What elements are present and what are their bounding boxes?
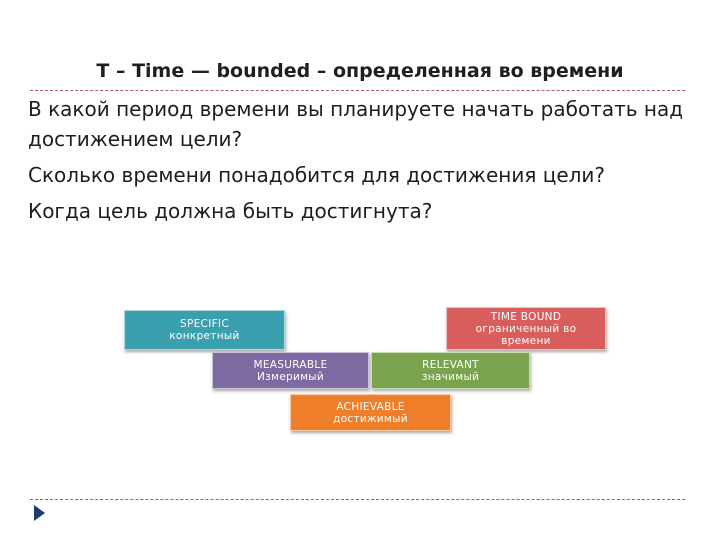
smart-box-achievable-label: ACHIEVABLE (336, 400, 405, 413)
top-divider (30, 90, 685, 91)
slide-body (28, 94, 688, 232)
smart-box-time-bound-sub: ограниченный во времени (475, 322, 577, 347)
triangle-right-icon[interactable] (34, 505, 45, 521)
smart-box-time-bound (446, 307, 606, 350)
question-duration: Сколько времени понадобится для достижения цели? (28, 163, 606, 187)
smart-box-specific (124, 310, 285, 350)
smart-box-measurable (212, 352, 369, 389)
smart-box-specific-label: SPECIFIC (180, 318, 229, 330)
smart-box-time-bound-label: TIME BOUND (490, 310, 562, 323)
smart-box-relevant-sub: значимый (421, 370, 480, 383)
bottom-divider (30, 499, 685, 500)
question-deadline: Когда цель должна быть достигнута? (28, 199, 433, 223)
smart-box-relevant (371, 352, 530, 389)
smart-box-achievable (290, 394, 451, 431)
smart-box-achievable-sub: достижимый (333, 412, 408, 425)
slide-title: T – Time — bounded – определенная во времени (96, 60, 624, 82)
question-start: В какой период времени вы планируете начать работать над достижением цели? (28, 97, 684, 151)
smart-box-specific-sub: конкретный (169, 330, 240, 342)
smart-box-measurable-label: MEASURABLE (253, 358, 328, 371)
smart-box-relevant-label: RELEVANT (422, 358, 479, 371)
smart-box-measurable-sub: Измеримый (256, 370, 325, 383)
